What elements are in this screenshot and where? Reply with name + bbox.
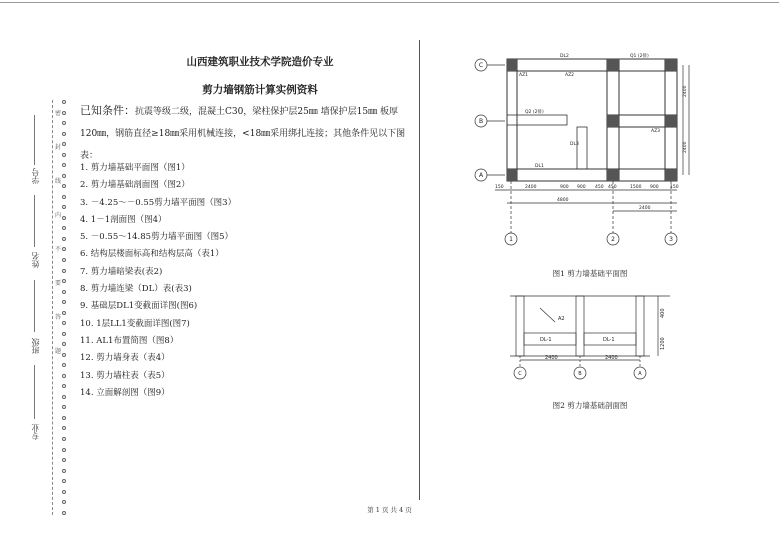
list-item: 6. 结构层楼面标高和结构层高（表1） <box>80 249 224 260</box>
label-q1: Q1 (2排) <box>630 54 649 59</box>
page-number: 第 1 页 共 4 页 <box>367 506 412 514</box>
figure-1-caption: 图1 剪力墙基础平面图 <box>552 269 628 278</box>
list-item: 11. AL1布置简图（图8） <box>80 335 179 346</box>
seal-char: 内 <box>55 212 62 219</box>
axis-label: 3 <box>669 236 673 243</box>
axis-label: C <box>478 62 484 69</box>
axis-label: A <box>478 172 484 179</box>
axis-label: 1 <box>509 236 513 243</box>
dim-span1: 2400 <box>545 355 558 361</box>
list-item: 4. 1－1剖面图（图4） <box>80 214 167 225</box>
label-q2: Q2 (2排) <box>525 110 544 115</box>
label-a2: A2 <box>558 316 565 322</box>
known-lead: 已知条件： <box>80 104 135 117</box>
list-item: 1. 剪力墙基础平面图（图1） <box>80 163 190 173</box>
figure-2-caption: 图2 剪力墙基础剖面图 <box>552 401 628 410</box>
binding-dashed-line <box>52 100 53 515</box>
list-item: 13. 剪力墙柱表（表5） <box>80 370 170 381</box>
label-class: 班级 <box>31 338 40 354</box>
dim: 150 <box>495 185 504 190</box>
list-item: 14. 立面解剖图（图9） <box>80 387 170 398</box>
list-item: 7. 剪力墙暗梁表(表2) <box>80 266 163 277</box>
axis-label: A <box>638 371 642 377</box>
label-dl3: DL3 <box>570 142 579 147</box>
label-dl1b: DL-1 <box>603 337 615 343</box>
known-text: 抗震等级二级，混凝土C30，梁柱保护层25㎜ 墙保护层15㎜ 板厚120㎜，钢筋直径≥18㎜采用机械连接，<18㎜采用绑扎连接；其他条件见以下图表： <box>80 107 406 161</box>
label-dl1: DL-1 <box>540 337 552 343</box>
dim: 2400 <box>525 185 537 190</box>
item-list <box>80 160 415 402</box>
list-item: 5. －0.55～14.85剪力墙平面图（图5） <box>80 232 233 243</box>
label-dl2: DL2 <box>560 54 569 59</box>
known-conditions <box>80 100 415 167</box>
dim-span2: 2400 <box>605 355 618 361</box>
label-major: 专业 <box>31 424 40 440</box>
school-title: 山西建筑职业技术学院造价专业 <box>186 56 334 68</box>
list-item: 10. 1层LL1变截面详图(图7) <box>80 318 190 329</box>
seal-char: 题 <box>55 348 62 355</box>
dim-h1: 400 <box>660 308 666 318</box>
label-az2: AZ2 <box>565 73 575 78</box>
figure-2-foundation-section <box>500 288 690 383</box>
dim: 450 <box>608 185 617 190</box>
dim: 2400 <box>683 141 688 153</box>
axis-label: 2 <box>611 236 615 243</box>
seal-char: 答 <box>55 314 62 321</box>
dim: 900 <box>560 185 569 190</box>
list-item: 3. －4.25～－0.55剪力墙平面图（图3） <box>80 197 237 208</box>
dim: 900 <box>650 185 659 190</box>
dim: 4800 <box>557 198 569 203</box>
dim: 450 <box>595 185 604 190</box>
seal-char: 封 <box>55 144 62 151</box>
list-item: 2. 剪力墙基础剖面图（图2） <box>80 180 190 191</box>
list-item: 12. 剪力墙身表（表4） <box>80 353 170 364</box>
dim: 150 <box>670 185 679 190</box>
dim: 2400 <box>639 206 651 211</box>
label-az1: AZ1 <box>519 73 529 78</box>
seal-char: 要 <box>55 280 62 287</box>
list-item: 9. 基础层DL1变截面详图(图6) <box>80 301 198 312</box>
label-name: 姓名 <box>31 252 40 268</box>
binding-margin <box>0 0 70 520</box>
axis-label: B <box>478 118 484 125</box>
top-border <box>0 2 779 3</box>
figure-1-foundation-plan <box>465 45 695 255</box>
dim: 1500 <box>630 185 642 190</box>
seal-char: 密 <box>55 110 62 117</box>
label-az3: AZ3 <box>651 129 661 134</box>
seal-char: 不 <box>55 246 62 253</box>
column-divider <box>419 40 420 500</box>
dim: 2400 <box>683 85 688 97</box>
label-student-id: 学号 <box>31 168 40 184</box>
seal-char: 线 <box>55 178 62 185</box>
binding-holes <box>62 100 70 515</box>
axis-label: C <box>518 371 522 377</box>
label-dl1: DL1 <box>535 164 544 169</box>
dim: 900 <box>577 185 586 190</box>
axis-label: B <box>578 371 582 377</box>
list-item: 8. 剪力墙连梁（DL）表(表3) <box>80 284 192 295</box>
dim-h2: 1200 <box>660 337 666 350</box>
document-title: 剪力墙钢筋计算实例资料 <box>202 84 318 96</box>
